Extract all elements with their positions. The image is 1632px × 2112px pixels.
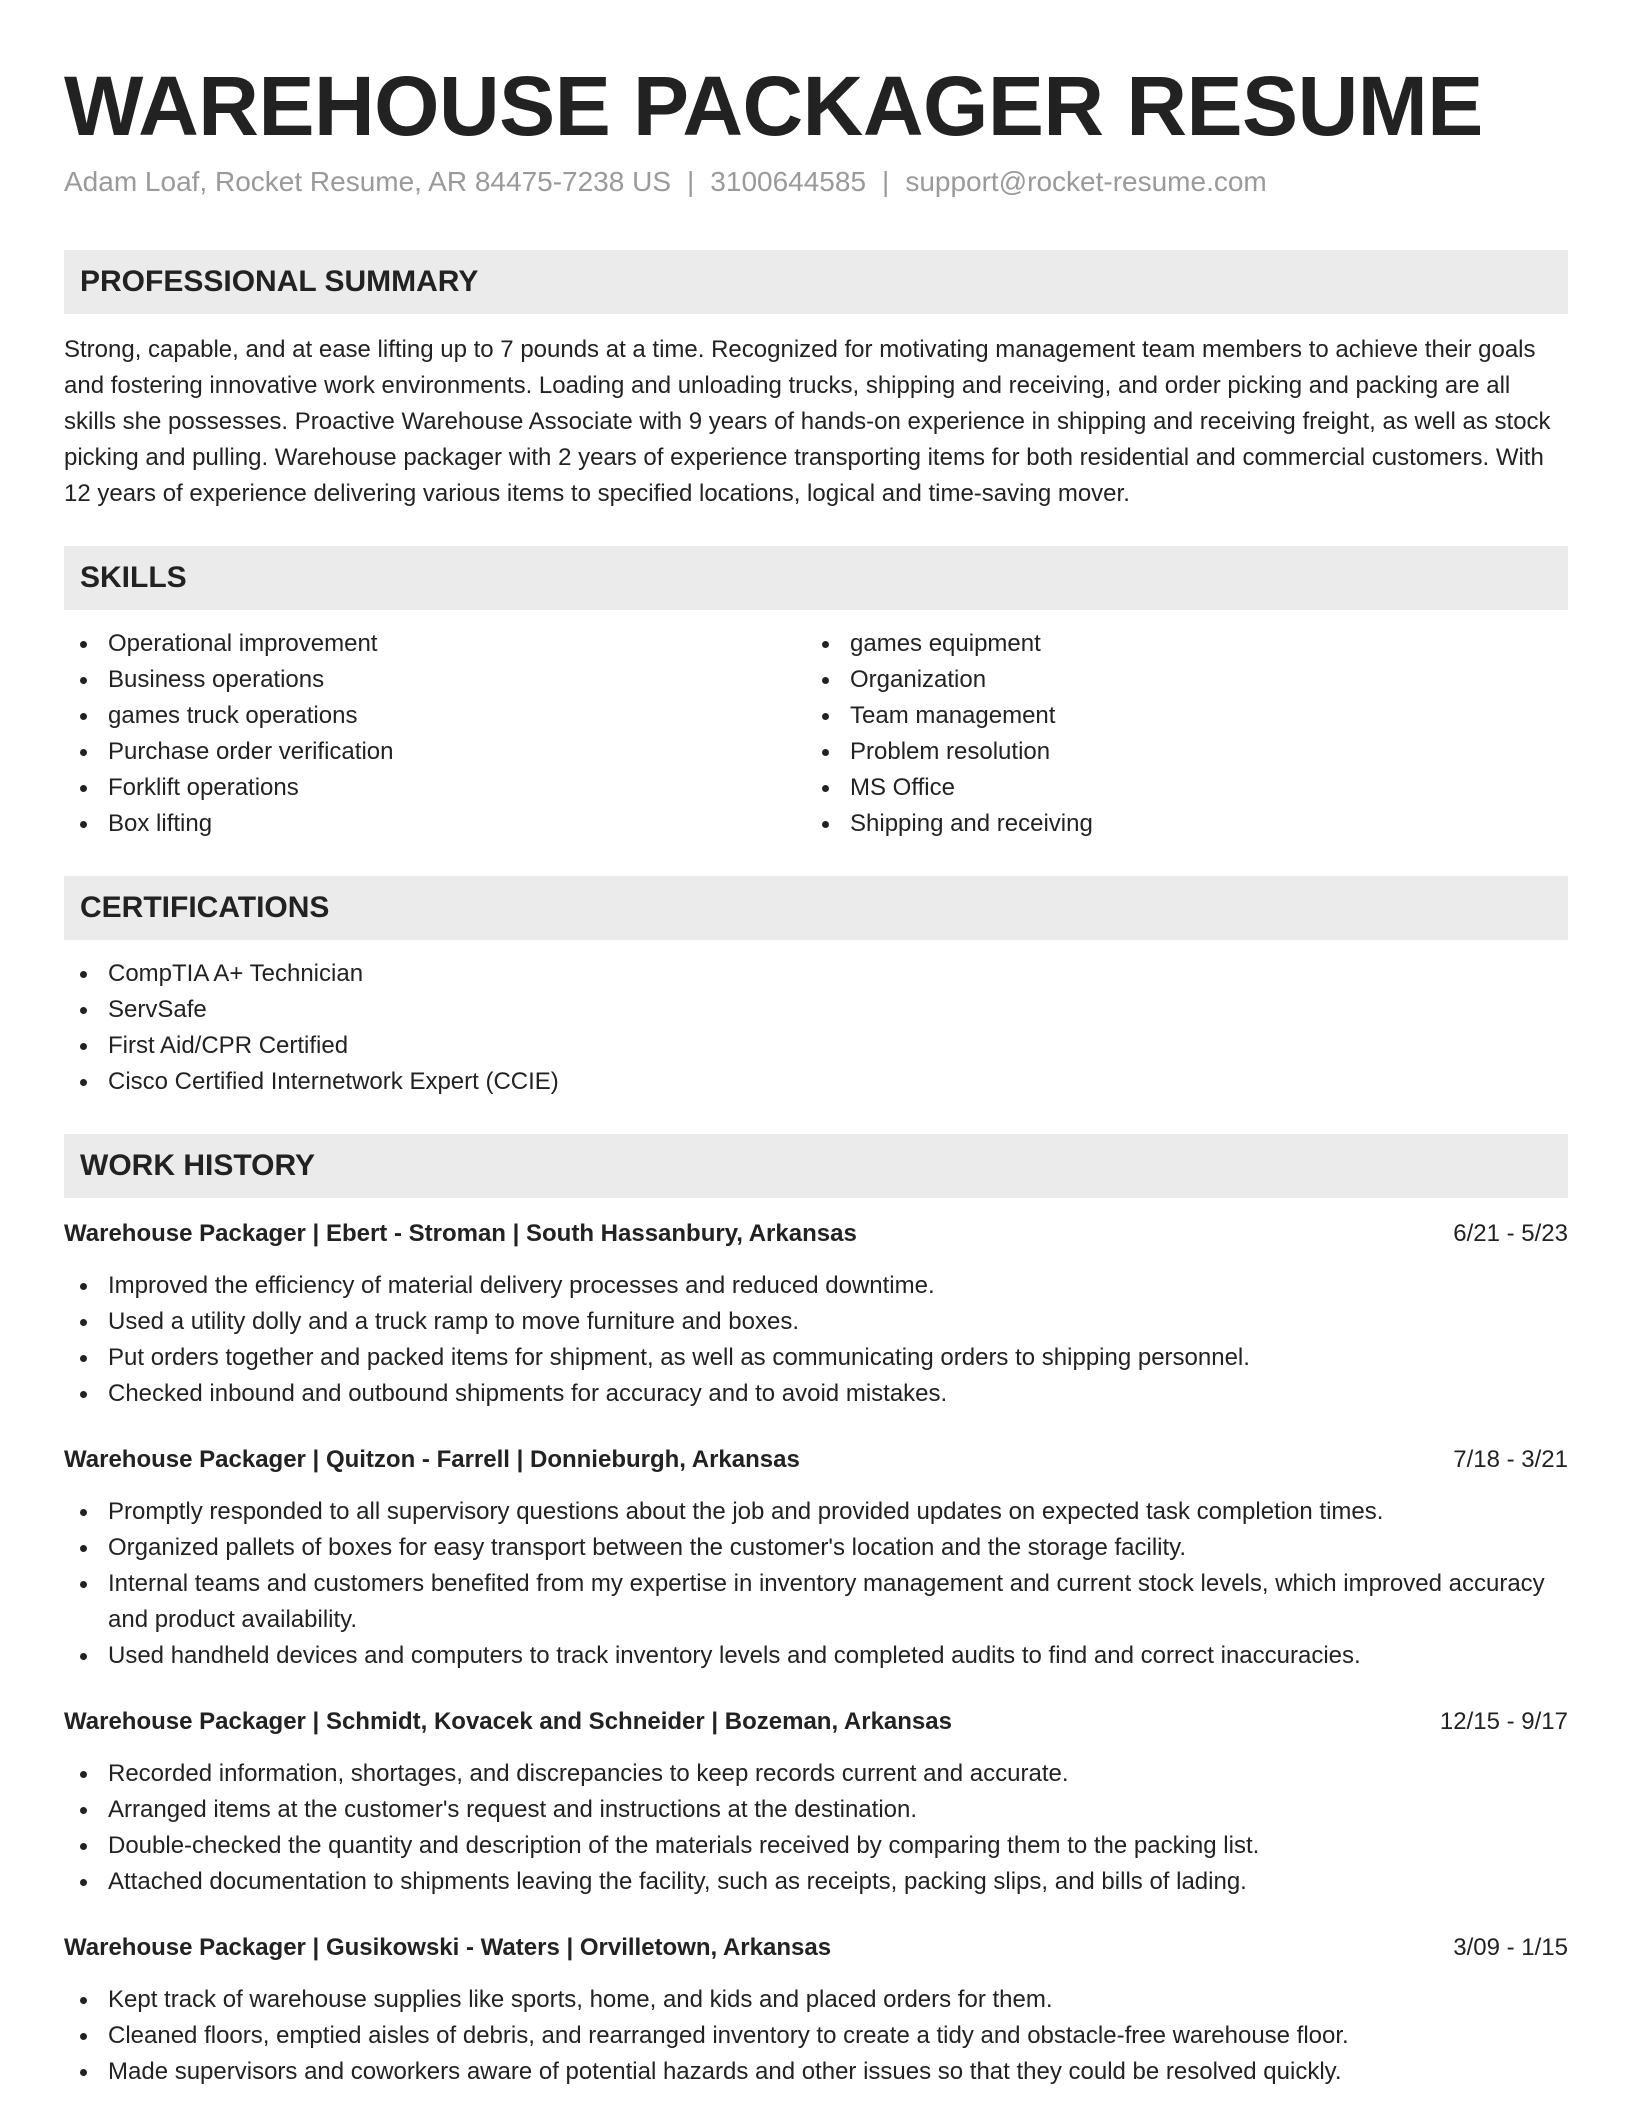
- job-dates: 6/21 - 5/23: [1453, 1220, 1568, 1247]
- job-header: [64, 1442, 1568, 1478]
- job-dates: 12/15 - 9/17: [1439, 1708, 1568, 1735]
- job-bullets: [64, 1756, 1568, 1900]
- job-bullet-text: Used handheld devices and computers to track inventory levels and completed audits to find and correct inaccuracies.: [108, 1642, 1361, 1669]
- list-item: [64, 1982, 1568, 2018]
- bullet-icon: [80, 2069, 87, 2076]
- job-entry: [64, 1704, 1568, 1900]
- list-item: [806, 662, 1548, 698]
- bullet-icon: [80, 713, 87, 720]
- section-header-certifications: CERTIFICATIONS: [64, 876, 1568, 940]
- skill-text: Operational improvement: [108, 630, 378, 657]
- job-entry: [64, 1930, 1568, 2090]
- bullet-icon: [80, 1653, 87, 1660]
- bullet-icon: [80, 1319, 87, 1326]
- list-item: [64, 1828, 1568, 1864]
- bullet-icon: [80, 1807, 87, 1814]
- list-item: [64, 1792, 1568, 1828]
- bullet-icon: [80, 1283, 87, 1290]
- list-item: [64, 698, 806, 734]
- contact-email: support@rocket-resume.com: [905, 166, 1267, 197]
- list-item: [64, 1638, 1568, 1674]
- bullet-icon: [80, 749, 87, 756]
- job-bullet-text: Checked inbound and outbound shipments for accuracy and to avoid mistakes.: [108, 1380, 948, 1407]
- bullet-icon: [80, 1079, 87, 1086]
- skill-text: Problem resolution: [850, 738, 1051, 765]
- bullet-icon: [80, 677, 87, 684]
- job-bullet-text: Cleaned floors, emptied aisles of debris, and rearranged inventory to create a tidy and obstacle-free warehouse floor.: [108, 2022, 1349, 2049]
- job-bullet-text: Put orders together and packed items for shipment, as well as communicating orders to shipping personnel.: [108, 1344, 1250, 1371]
- bullet-icon: [80, 971, 87, 978]
- bullet-icon: [80, 641, 87, 648]
- list-item: [806, 806, 1548, 842]
- bullet-icon: [80, 1355, 87, 1362]
- skill-text: Forklift operations: [108, 774, 299, 801]
- list-item: [64, 956, 1568, 992]
- job-bullet-text: Made supervisors and coworkers aware of potential hazards and other issues so that they could be resolved quickly.: [108, 2058, 1342, 2085]
- job-dates: 3/09 - 1/15: [1453, 1934, 1568, 1961]
- bullet-icon: [80, 1391, 87, 1398]
- job-bullet-text: Double-checked the quantity and description of the materials received by comparing them to the packing list.: [108, 1832, 1260, 1859]
- section-header-work-history: WORK HISTORY: [64, 1134, 1568, 1198]
- bullet-icon: [822, 749, 829, 756]
- certification-text: CompTIA A+ Technician: [108, 960, 364, 987]
- skill-text: Purchase order verification: [108, 738, 394, 765]
- job-bullet-text: Arranged items at the customer's request and instructions at the destination.: [108, 1796, 918, 1823]
- list-item: [64, 734, 806, 770]
- list-item: [64, 662, 806, 698]
- skill-text: games truck operations: [108, 702, 358, 729]
- skill-text: Shipping and receiving: [850, 810, 1093, 837]
- list-item: [64, 770, 806, 806]
- list-item: [64, 2018, 1568, 2054]
- skills-list-right: [806, 626, 1548, 842]
- certification-text: Cisco Certified Internetwork Expert (CCIE): [108, 1068, 559, 1095]
- bullet-icon: [80, 821, 87, 828]
- job-header: [64, 1216, 1568, 1252]
- section-header-summary: PROFESSIONAL SUMMARY: [64, 250, 1568, 314]
- bullet-icon: [80, 1509, 87, 1516]
- bullet-icon: [80, 1997, 87, 2004]
- list-item: [64, 1566, 1568, 1638]
- bullet-icon: [822, 677, 829, 684]
- skill-text: Team management: [850, 702, 1056, 729]
- contact-phone: 3100644585: [710, 166, 867, 197]
- list-item: [64, 2054, 1568, 2090]
- list-item: [806, 698, 1548, 734]
- job-bullet-text: Promptly responded to all supervisory questions about the job and provided updates on expected task completion times.: [108, 1498, 1384, 1525]
- skills-grid: [64, 626, 1568, 842]
- skill-text: MS Office: [850, 774, 955, 801]
- list-item: [64, 1028, 1568, 1064]
- skill-text: Business operations: [108, 666, 325, 693]
- contact-separator: |: [882, 166, 890, 197]
- list-item: [806, 734, 1548, 770]
- bullet-icon: [80, 1771, 87, 1778]
- job-title: Warehouse Packager | Gusikowski - Waters | Orvilletown, Arkansas: [64, 1934, 832, 1961]
- job-title: Warehouse Packager | Ebert - Stroman | South Hassanbury, Arkansas: [64, 1220, 857, 1247]
- job-header: [64, 1704, 1568, 1740]
- bullet-icon: [80, 1007, 87, 1014]
- resume-page: [64, 0, 1568, 2090]
- bullet-icon: [822, 713, 829, 720]
- bullet-icon: [822, 641, 829, 648]
- list-item: [64, 1340, 1568, 1376]
- bullet-icon: [822, 821, 829, 828]
- list-item: [64, 1304, 1568, 1340]
- job-bullets: [64, 1494, 1568, 1674]
- job-entry: [64, 1216, 1568, 1412]
- section-header-skills: SKILLS: [64, 546, 1568, 610]
- list-item: [806, 770, 1548, 806]
- job-bullets: [64, 1982, 1568, 2090]
- contact-separator: |: [687, 166, 695, 197]
- job-bullet-text: Attached documentation to shipments leaving the facility, such as receipts, packing slips, and bills of lading.: [108, 1868, 1247, 1895]
- skill-text: games equipment: [850, 630, 1041, 657]
- list-item: [806, 626, 1548, 662]
- job-title: Warehouse Packager | Quitzon - Farrell | Donnieburgh, Arkansas: [64, 1446, 800, 1473]
- list-item: [64, 1494, 1568, 1530]
- job-entry: [64, 1442, 1568, 1674]
- job-title: Warehouse Packager | Schmidt, Kovacek and Schneider | Bozeman, Arkansas: [64, 1708, 952, 1735]
- summary-text: Strong, capable, and at ease lifting up to 7 pounds at a time. Recognized for motivating management team members to achieve their goals and fostering innovative work environments. Loading and unloading trucks, shipping and receiving, and order picking and packing are all skills she possesses. Proactive Warehouse Associate with 9 years of hands-on experience in shipping and receiving freight, as well as stock picking and pulling. Warehouse packager with 2 years of experience transporting items for both residential and commercial customers. With 12 years of experience delivering various items to specified locations, logical and time-saving mover.: [64, 336, 1551, 507]
- job-bullets: [64, 1268, 1568, 1412]
- certification-text: First Aid/CPR Certified: [108, 1032, 349, 1059]
- job-bullet-text: Internal teams and customers benefited from my expertise in inventory management and current stock levels, which improved accuracy and product availability.: [108, 1570, 1545, 1633]
- bullet-icon: [80, 1545, 87, 1552]
- job-header: [64, 1930, 1568, 1966]
- bullet-icon: [822, 785, 829, 792]
- list-item: [64, 1376, 1568, 1412]
- bullet-icon: [80, 1043, 87, 1050]
- list-item: [64, 1064, 1568, 1100]
- skills-list-left: [64, 626, 806, 842]
- job-bullet-text: Improved the efficiency of material delivery processes and reduced downtime.: [108, 1272, 935, 1299]
- bullet-icon: [80, 1581, 87, 1588]
- contact-address: Adam Loaf, Rocket Resume, AR 84475-7238 US: [64, 166, 672, 197]
- list-item: [64, 1756, 1568, 1792]
- job-bullet-text: Recorded information, shortages, and discrepancies to keep records current and accurate.: [108, 1760, 1069, 1787]
- contact-line: [64, 164, 1568, 200]
- list-item: [64, 806, 806, 842]
- list-item: [64, 992, 1568, 1028]
- bullet-icon: [80, 1843, 87, 1850]
- skill-text: Box lifting: [108, 810, 213, 837]
- bullet-icon: [80, 1879, 87, 1886]
- job-bullet-text: Kept track of warehouse supplies like sports, home, and kids and placed orders for them.: [108, 1986, 1053, 2013]
- list-item: [64, 1864, 1568, 1900]
- job-bullet-text: Used a utility dolly and a truck ramp to move furniture and boxes.: [108, 1308, 800, 1335]
- job-bullet-text: Organized pallets of boxes for easy transport between the customer's location and the storage facility.: [108, 1534, 1187, 1561]
- bullet-icon: [80, 785, 87, 792]
- resume-title: WAREHOUSE PACKAGER RESUME: [64, 59, 1483, 153]
- certifications-list: [64, 956, 1568, 1100]
- list-item: [64, 1268, 1568, 1304]
- bullet-icon: [80, 2033, 87, 2040]
- list-item: [64, 626, 806, 662]
- job-dates: 7/18 - 3/21: [1453, 1446, 1568, 1473]
- list-item: [64, 1530, 1568, 1566]
- skill-text: Organization: [850, 666, 987, 693]
- certification-text: ServSafe: [108, 996, 207, 1023]
